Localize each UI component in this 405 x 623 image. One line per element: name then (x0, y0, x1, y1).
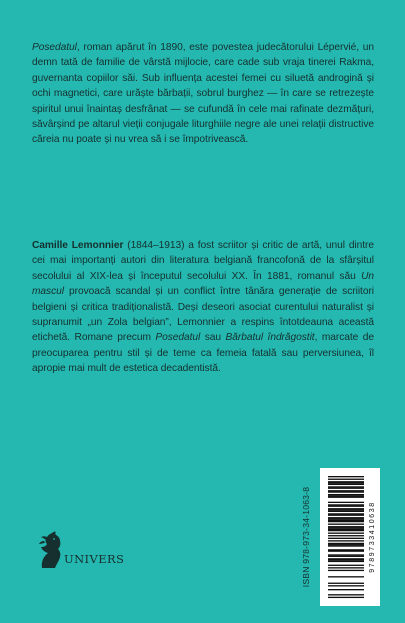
barcode-bar (328, 494, 364, 495)
barcode-bar (328, 495, 364, 496)
author-name: Camille Lemonnier (32, 240, 124, 251)
barcode-digits: 9789733410638 (368, 501, 376, 573)
barcode-bar (328, 484, 364, 485)
barcode-bar (328, 504, 364, 505)
barcode-bar (328, 545, 364, 546)
barcode-bar (328, 594, 364, 595)
barcode-bar (328, 597, 364, 598)
barcode-bar (328, 486, 364, 487)
book-title: Posedatul (32, 42, 77, 53)
barcode-bar (328, 540, 364, 541)
barcode-bar (328, 479, 364, 480)
barcode-bar (328, 527, 364, 528)
barcode-bar (328, 544, 364, 545)
bio-text-a: (1844–1913) a fost scriitor și critic de artă, unul dintre cei mai importanți autori din literatura belgiană francofonă de la sfârșitul secolului al XIX-lea și începutul secolului XX. În 1881, romanul său (32, 240, 374, 282)
barcode-bar (328, 526, 364, 527)
barcode-bar (328, 556, 364, 557)
barcode-bar (328, 543, 364, 544)
barcode-bar (328, 554, 364, 555)
barcode-bar (328, 576, 364, 577)
barcode-bar (328, 491, 364, 492)
barcode-bar (328, 585, 364, 586)
publisher-logo (36, 530, 136, 570)
barcode-bar (328, 535, 364, 536)
bio-text-e: sau (200, 332, 226, 344)
horse-head-icon (36, 530, 64, 570)
publisher-name: UNIVERS (64, 552, 125, 566)
barcode-bar (328, 511, 364, 512)
barcode-bar (328, 559, 364, 560)
barcode-bar (328, 497, 364, 498)
barcode-bar (328, 565, 364, 566)
barcode-bar (328, 583, 364, 584)
isbn-label (295, 468, 317, 606)
barcode-bar (328, 589, 364, 590)
barcode-bar (328, 513, 364, 514)
isbn-text: ISBN 978-973-34-1063-8 (301, 486, 311, 588)
bio-text-c: provoacă scandal și un conflict între tânăra generație de scriitori belgieni și critica tradiționalistă. Deși deseori asociat curentului naturalist și supranumit „un Zola belgian”, Lemonnier a respins întotdeauna această etichetă. Romane precum (32, 286, 374, 344)
barcode-bar (328, 524, 364, 525)
barcode-bar (328, 558, 364, 559)
barcode-bar (328, 481, 364, 482)
bio-text-g: , marcate de preocuparea pentru stil și de teme ca femeia fatală sau perversiunea, îl apropie mai mult de estetica decadentistă. (32, 332, 374, 375)
barcode-bar (328, 533, 364, 534)
barcode-bar (328, 517, 364, 518)
barcode-bar (328, 508, 364, 509)
barcode-graphic (320, 468, 380, 606)
barcode-bar (328, 482, 364, 483)
barcode (320, 468, 380, 606)
barcode-bar (328, 490, 364, 491)
barcode-bar (328, 530, 364, 531)
barcode-bar (328, 506, 364, 507)
barcode-bar (328, 515, 364, 516)
barcode-bar (328, 518, 364, 519)
bio-title-posedatul: Posedatul (155, 332, 201, 344)
bio-title-barbatul: Bărbatul îndrăgostit (225, 332, 315, 344)
barcode-bar (328, 567, 364, 568)
barcode-bar (328, 509, 364, 510)
author-bio-paragraph (32, 238, 374, 377)
barcode-bar (328, 561, 364, 562)
barcode-bar (328, 476, 364, 477)
barcode-bar (328, 538, 364, 539)
barcode-bar (328, 549, 364, 550)
barcode-bar (328, 521, 364, 522)
synopsis-paragraph (32, 40, 374, 148)
barcode-bar (328, 520, 364, 521)
barcode-bar (328, 550, 364, 551)
synopsis-text: , roman apărut în 1890, este povestea judecătorului Lépervié, un demn tată de familie de vârstă mijlocie, care cade sub vraja tinerei Rakma, guvernanta copiilor săi. Sub influența acestei femei cu siluetă androgină și ochi magnetici, care urăște bărbații, sobrul burghez — în care se retrezește spiritul unui înaintaș desfrânat — se cufundă în cele mai rafinate dezmățuri, săvârșind pe altarul vieții conjugale liturghiile negre ale unei relații distructive căreia nu poate și nu vrea să i se împotrivească. (32, 42, 374, 146)
bio-title-un-mascul: Un mascul (32, 270, 374, 298)
barcode-bar (328, 570, 364, 571)
barcode-bar (328, 488, 364, 489)
barcode-bar (328, 502, 364, 503)
barcode-bar (328, 529, 364, 530)
